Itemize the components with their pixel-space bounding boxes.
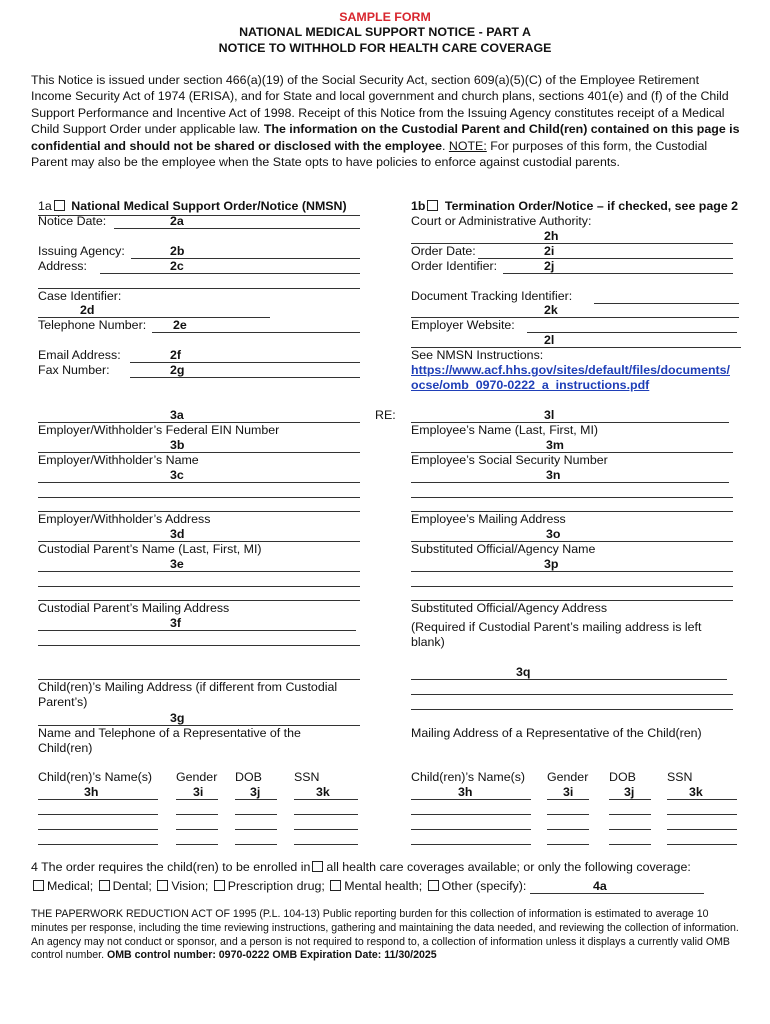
code-3f: 3f xyxy=(170,616,182,630)
children-gender-header: Gender xyxy=(176,770,218,784)
see-instructions-label: See NMSN Instructions: xyxy=(411,348,544,362)
code-2l: 2l xyxy=(544,333,555,347)
child-gender-field[interactable] xyxy=(547,829,589,830)
code-3a: 3a xyxy=(170,408,184,422)
child-name-field[interactable] xyxy=(411,844,531,845)
code-3k: 3k xyxy=(316,785,330,799)
tracking-field[interactable] xyxy=(594,303,739,304)
child-dob-field[interactable] xyxy=(235,814,277,815)
nmsn-checkbox[interactable] xyxy=(54,200,65,211)
child-dob-field[interactable] xyxy=(235,844,277,845)
other-specify-field[interactable] xyxy=(530,893,704,894)
cp-name-label: Custodial Parent’s Name (Last, First, MI) xyxy=(38,542,262,556)
child-name-field[interactable] xyxy=(38,814,158,815)
rep-address-field-line3[interactable] xyxy=(411,709,733,710)
child-address-field-line2[interactable] xyxy=(38,645,360,646)
order-identifier-label: Order Identifier: xyxy=(411,259,498,273)
child-gender-field[interactable] xyxy=(176,829,218,830)
code-2h: 2h xyxy=(544,229,559,243)
notice-date-field[interactable] xyxy=(114,228,360,229)
code-2e: 2e xyxy=(173,318,187,332)
child-dob-field[interactable] xyxy=(609,844,651,845)
address-label: Address: xyxy=(38,259,87,273)
employee-address-label: Employee’s Mailing Address xyxy=(411,512,566,526)
child-ssn-field[interactable] xyxy=(667,844,737,845)
employee-ssn-label: Employee’s Social Security Number xyxy=(411,453,608,467)
required-note: (Required if Custodial Parent’s mailing address is left xyxy=(411,620,702,634)
instructions-link-line2[interactable]: ocse/omb_0970-0222_a_instructions.pdf xyxy=(411,378,650,392)
intro-paragraph: This Notice is issued under section 466(a)(19) of the Social Security Act, section 609(a)(5)(C) of the Employee Retirement Income Security Act of 1974 (ERISA), and for State and local government and church plans, sections 401(e) and (f) of the Child Support Performance and Incentive Act of 1998. Receipt of this Notice from the Issuing Agency constitutes receipt of a Medical Child Support Order under applicable law. The information on the Custodial Parent and Child(ren) contained on this page is confidential and should not be shared or disclosed with the employee. NOTE: For purposes of this form, the Custodial Parent may also be the employee when the State opts to have policies to enforce against custodial parents. xyxy=(31,73,740,170)
email-field[interactable] xyxy=(130,362,360,363)
code-2c: 2c xyxy=(170,259,184,273)
employee-address-field[interactable] xyxy=(411,482,729,483)
paperwork-reduction-notice: THE PAPERWORK REDUCTION ACT OF 1995 (P.L. 104-13) Public reporting burden for this collection of information is estimated to average 10 minutes per response, including the time reviewing instructions, gathering and maintaining the data needed, and reviewing the collection of information. An agency may not conduct or sponsor, and a person is not required to respond to, a collection of information unless it displays a currently valid OMB control number. OMB control number: 0970-0222 OMB Expiration Date: 11/30/2025 xyxy=(31,908,739,962)
code-3e: 3e xyxy=(170,557,184,571)
mental-health-checkbox[interactable] xyxy=(330,880,341,891)
code-3j: 3j xyxy=(250,785,261,799)
code-2b: 2b xyxy=(170,244,185,258)
rep-name-label-line2: Child(ren) xyxy=(38,741,93,755)
case-identifier-label: Case Identifier: xyxy=(38,289,122,303)
form-title: NATIONAL MEDICAL SUPPORT NOTICE - PART A xyxy=(239,25,531,39)
child-dob-field[interactable] xyxy=(235,829,277,830)
notice-date-label: Notice Date: xyxy=(38,214,107,228)
code-3i: 3i xyxy=(193,785,204,799)
other-checkbox[interactable] xyxy=(428,880,439,891)
child-gender-field[interactable] xyxy=(547,844,589,845)
child-ssn-field[interactable] xyxy=(294,844,358,845)
child-address-field[interactable] xyxy=(38,630,356,631)
children-dob-header: DOB xyxy=(609,770,636,784)
child-dob-field[interactable] xyxy=(609,814,651,815)
code-3d: 3d xyxy=(170,527,185,541)
code-3h: 3h xyxy=(458,785,473,799)
employer-address-field[interactable] xyxy=(38,482,360,483)
sample-form-label: SAMPLE FORM xyxy=(339,10,431,24)
child-name-field[interactable] xyxy=(38,844,158,845)
code-3n: 3n xyxy=(546,468,561,482)
prescription-checkbox[interactable] xyxy=(214,880,225,891)
code-3l: 3l xyxy=(544,408,555,422)
termination-section-heading: 1b Termination Order/Notice – if checked, see page 2 xyxy=(411,199,739,213)
code-3c: 3c xyxy=(170,468,184,482)
rep-address-label: Mailing Address of a Representative of the Child(ren) xyxy=(411,726,702,740)
child-dob-field[interactable] xyxy=(609,829,651,830)
code-2a: 2a xyxy=(170,214,184,228)
cp-address-label: Custodial Parent’s Mailing Address xyxy=(38,601,230,615)
sub-name-label: Substituted Official/Agency Name xyxy=(411,542,596,556)
code-3i: 3i xyxy=(563,785,574,799)
child-ssn-field[interactable] xyxy=(667,829,737,830)
child-name-field[interactable] xyxy=(411,829,531,830)
code-2j: 2j xyxy=(544,259,555,273)
issuing-agency-field[interactable] xyxy=(131,258,360,259)
code-3j: 3j xyxy=(624,785,635,799)
children-names-header: Child(ren)’s Name(s) xyxy=(38,770,153,784)
children-ssn-header: SSN xyxy=(667,770,693,784)
code-2f: 2f xyxy=(170,348,182,362)
child-address-label-line2: Parent’s) xyxy=(38,695,88,709)
child-gender-field[interactable] xyxy=(176,844,218,845)
sub-address-field[interactable] xyxy=(411,571,733,572)
child-gender-field[interactable] xyxy=(176,814,218,815)
code-2i: 2i xyxy=(544,244,555,258)
all-coverages-checkbox[interactable] xyxy=(312,861,323,872)
employer-name-label: Employer/Withholder’s Name xyxy=(38,453,199,467)
employee-address-field-line2[interactable] xyxy=(411,497,733,498)
telephone-label: Telephone Number: xyxy=(38,318,147,332)
email-label: Email Address: xyxy=(38,348,121,362)
children-gender-header: Gender xyxy=(547,770,589,784)
fax-field[interactable] xyxy=(130,377,360,378)
child-name-field[interactable] xyxy=(38,829,158,830)
medical-checkbox[interactable] xyxy=(33,880,44,891)
court-label: Court or Administrative Authority: xyxy=(411,214,592,228)
code-3k: 3k xyxy=(689,785,703,799)
children-ssn-header: SSN xyxy=(294,770,320,784)
website-field[interactable] xyxy=(527,332,737,333)
form-subtitle: NOTICE TO WITHHOLD FOR HEALTH CARE COVERAGE xyxy=(218,41,552,55)
vision-checkbox[interactable] xyxy=(157,880,168,891)
order-date-field[interactable] xyxy=(478,258,733,259)
coverage-options: Medical; Dental; Vision; Prescription drug; Mental health; Other (specify): xyxy=(31,879,526,894)
dental-checkbox[interactable] xyxy=(99,880,110,891)
website-label: Employer Website: xyxy=(411,318,515,332)
employer-address-label: Employer/Withholder’s Address xyxy=(38,512,211,526)
required-note-line2: blank) xyxy=(411,635,445,649)
child-ssn-field[interactable] xyxy=(294,829,358,830)
sub-address-label: Substituted Official/Agency Address xyxy=(411,601,608,615)
children-names-header: Child(ren)’s Name(s) xyxy=(411,770,526,784)
child-name-field[interactable] xyxy=(411,814,531,815)
children-dob-header: DOB xyxy=(235,770,262,784)
code-3h: 3h xyxy=(84,785,99,799)
rep-address-field[interactable] xyxy=(411,679,727,680)
rep-name-label: Name and Telephone of a Representative of the xyxy=(38,726,301,740)
child-address-label: Child(ren)’s Mailing Address (if different from Custodial xyxy=(38,680,338,694)
code-2d: 2d xyxy=(80,303,95,317)
employer-address-field-line2[interactable] xyxy=(38,497,360,498)
code-3q: 3q xyxy=(516,665,531,679)
code-2k: 2k xyxy=(544,303,558,317)
nmsn-section-heading: 1a National Medical Support Order/Notice (NMSN) xyxy=(38,199,347,213)
address-field[interactable] xyxy=(100,273,360,274)
order-date-label: Order Date: xyxy=(411,244,476,258)
child-ssn-field[interactable] xyxy=(667,814,737,815)
code-2g: 2g xyxy=(170,363,185,377)
rep-address-field-line2[interactable] xyxy=(411,694,733,695)
child-gender-field[interactable] xyxy=(547,814,589,815)
cp-address-field[interactable] xyxy=(38,571,360,572)
code-4a: 4a xyxy=(593,879,607,893)
tracking-label: Document Tracking Identifier: xyxy=(411,289,573,303)
coverage-statement: 4 The order requires the child(ren) to be enrolled in all health care coverages available; or only the following coverage: xyxy=(31,860,691,874)
employee-name-label: Employee’s Name (Last, First, MI) xyxy=(411,423,599,437)
sub-address-field-line2[interactable] xyxy=(411,586,733,587)
issuing-agency-label: Issuing Agency: xyxy=(38,244,125,258)
code-3o: 3o xyxy=(546,527,561,541)
instructions-link[interactable]: https://www.acf.hhs.gov/sites/default/files/documents/ xyxy=(411,363,730,377)
re-label: RE: xyxy=(375,408,396,422)
ein-label: Employer/Withholder’s Federal EIN Number xyxy=(38,423,280,437)
order-identifier-field[interactable] xyxy=(503,273,733,274)
fax-label: Fax Number: xyxy=(38,363,110,377)
code-3p: 3p xyxy=(544,557,559,571)
termination-checkbox[interactable] xyxy=(427,200,438,211)
child-ssn-field[interactable] xyxy=(294,814,358,815)
code-3m: 3m xyxy=(546,438,564,452)
code-3g: 3g xyxy=(170,711,185,725)
cp-address-field-line2[interactable] xyxy=(38,586,360,587)
code-3b: 3b xyxy=(170,438,185,452)
